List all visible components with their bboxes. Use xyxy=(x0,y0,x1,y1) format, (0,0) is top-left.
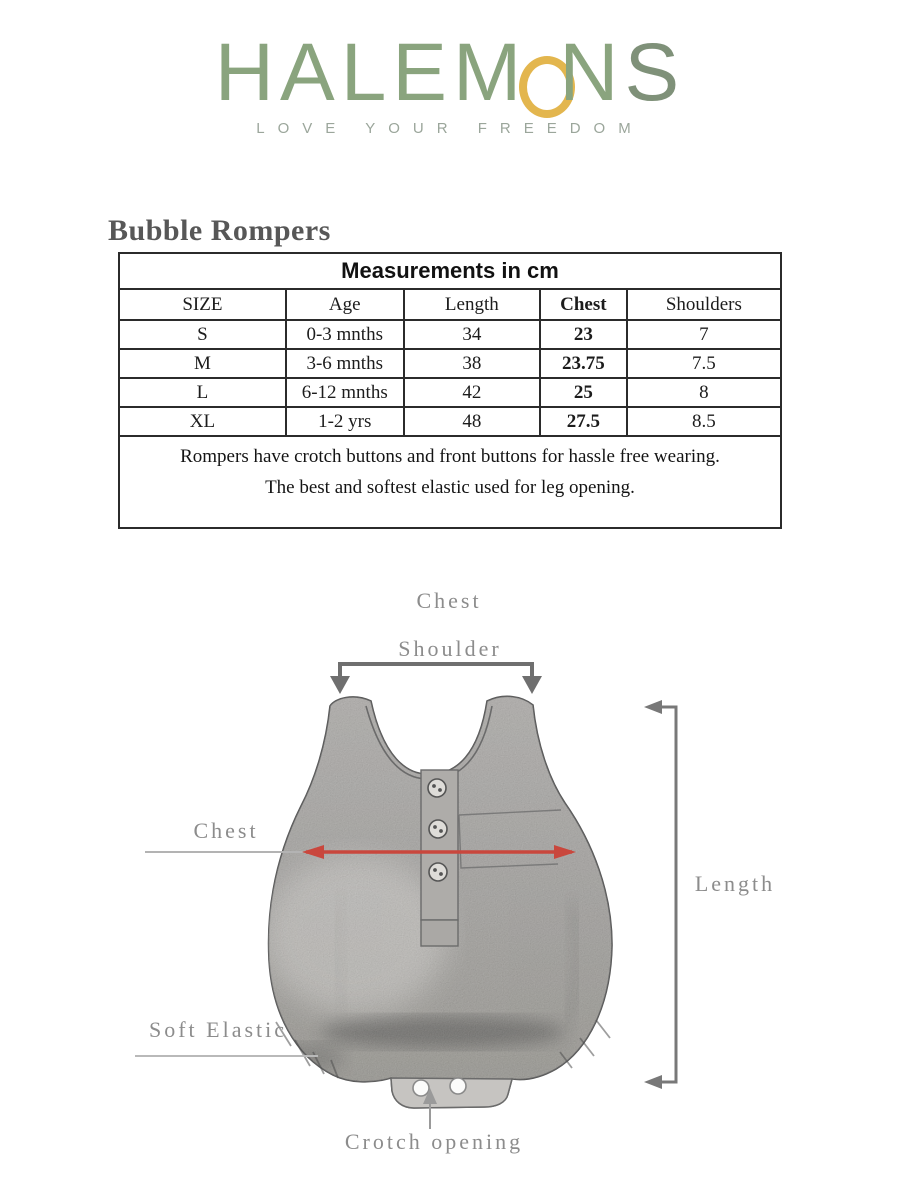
chest-top-label: Chest xyxy=(416,588,482,613)
cell-size: L xyxy=(119,378,286,407)
brand-logo-text-start: HALEM xyxy=(214,27,528,118)
column-header-age: Age xyxy=(286,289,404,320)
table-caption-row xyxy=(119,253,781,289)
column-header-size: SIZE xyxy=(119,289,286,320)
table-caption: Measurements in cm xyxy=(119,253,781,289)
length-indicator xyxy=(644,700,676,1089)
cell-age: 1-2 yrs xyxy=(286,407,404,436)
cell-age: 0-3 mnths xyxy=(286,320,404,349)
table-row xyxy=(119,349,781,378)
brand-logo-letter-n: N xyxy=(559,27,625,118)
measurements-table xyxy=(118,252,782,529)
brand-header xyxy=(0,27,900,137)
crotch-opening-label: Crotch opening xyxy=(344,1129,524,1154)
cell-chest: 23 xyxy=(540,320,627,349)
cell-chest: 23.75 xyxy=(540,349,627,378)
table-row xyxy=(119,320,781,349)
cell-age: 3-6 mnths xyxy=(286,349,404,378)
cell-size: XL xyxy=(119,407,286,436)
table-row xyxy=(119,378,781,407)
cell-shoulders: 8 xyxy=(627,378,781,407)
note-line-2: The best and softest elastic used for leg opening. xyxy=(265,477,635,498)
cell-length: 42 xyxy=(404,378,540,407)
romper-measurement-diagram xyxy=(0,560,900,1200)
front-buttons xyxy=(428,779,447,881)
romper-illustration xyxy=(256,688,620,1113)
table-notes-row xyxy=(119,436,781,528)
chest-left-label: Chest xyxy=(193,818,259,843)
cell-size: M xyxy=(119,349,286,378)
column-header-chest: Chest xyxy=(540,289,627,320)
page-title: Bubble Rompers xyxy=(108,214,331,247)
placket-bottom-box xyxy=(421,920,458,946)
cell-chest: 27.5 xyxy=(540,407,627,436)
shoulder-label: Shoulder xyxy=(398,636,502,661)
column-header-length: Length xyxy=(404,289,540,320)
cell-size: S xyxy=(119,320,286,349)
cell-shoulders: 7.5 xyxy=(627,349,781,378)
cell-length: 34 xyxy=(404,320,540,349)
table-row xyxy=(119,407,781,436)
brand-tagline: LOVE YOUR FREEDOM xyxy=(256,120,644,137)
cell-age: 6-12 mnths xyxy=(286,378,404,407)
length-label: Length xyxy=(694,871,776,896)
table-header-row xyxy=(119,289,781,320)
soft-elastic-label: Soft Elastic xyxy=(148,1017,288,1042)
cell-chest: 25 xyxy=(540,378,627,407)
cell-shoulders: 7 xyxy=(627,320,781,349)
column-header-shoulders: Shoulders xyxy=(627,289,781,320)
cell-length: 38 xyxy=(404,349,540,378)
cell-length: 48 xyxy=(404,407,540,436)
table-notes xyxy=(119,436,781,528)
cell-shoulders: 8.5 xyxy=(627,407,781,436)
brand-logo xyxy=(0,27,900,118)
brand-logo-letter-s: S xyxy=(624,27,686,118)
shoulder-width-indicator xyxy=(330,664,542,694)
note-line-1: Rompers have crotch buttons and front buttons for hassle free wearing. xyxy=(180,446,720,467)
